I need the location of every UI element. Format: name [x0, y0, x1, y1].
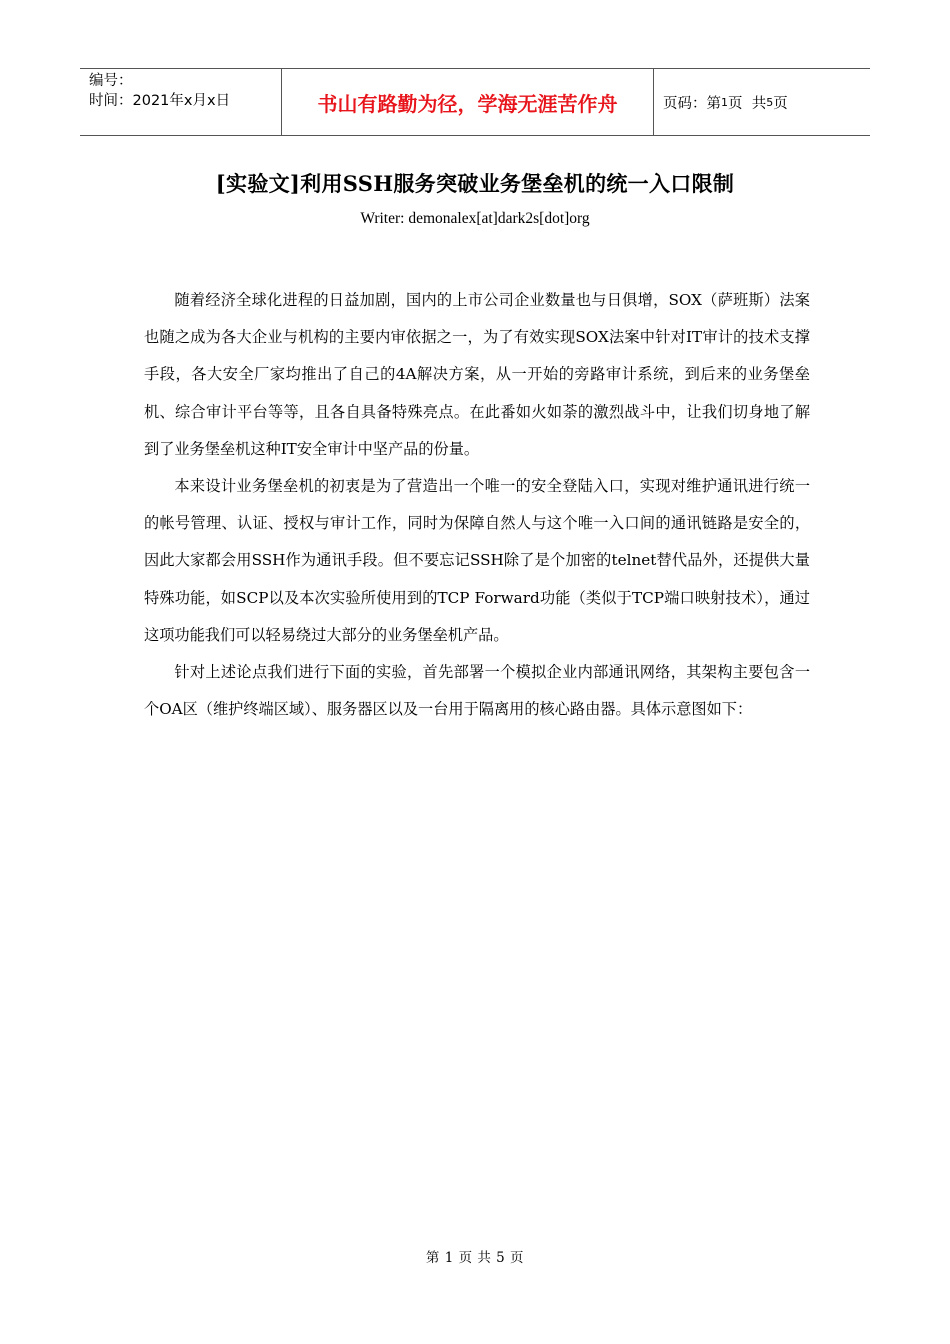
page-suffix: 页: [773, 95, 788, 112]
page-total: 5: [766, 95, 774, 109]
time-label: 时间：2021年x月x日: [89, 93, 231, 109]
page-header: [80, 68, 870, 136]
document-body: [144, 282, 810, 728]
page-prefix: 页码：第: [663, 95, 721, 112]
page-indicator: [654, 69, 870, 135]
motto: 书山有路勤为径，学海无涯苦作舟: [281, 69, 654, 135]
page-mid: 页 共: [728, 95, 767, 112]
header-meta: [80, 69, 281, 135]
paragraph: 本来设计业务堡垒机的初衷是为了营造出一个唯一的安全登陆入口，实现对维护通讯进行统一的帐号管理、认证、授权与审计工作，同时为保障自然人与这个唯一入口间的通讯链路是安全的，因此大家都会用SSH作为通讯手段。但不要忘记SSH除了是个加密的telnet替代品外，还提供大量特殊功能，如SCP以及本次实验所使用到的TCP Forward功能（类似于TCP端口映射技术），通过这项功能我们可以轻易绕过大部分的业务堡垒机产品。: [144, 477, 810, 644]
page-current: 1: [721, 95, 728, 109]
document-writer: Writer: demonalex[at]dark2s[dot]org: [360, 210, 590, 227]
number-label: 编号：: [89, 73, 133, 89]
paragraph: 随着经济全球化进程的日益加剧，国内的上市公司企业数量也与日俱增，SOX（萨班斯）法案也随之成为各大企业与机构的主要内审依据之一，为了有效实现SOX法案中针对IT审计的技术支撑手段，各大安全厂家均推出了自己的4A解决方案，从一开始的旁路审计系统，到后来的业务堡垒机、综合审计平台等等，且各自具备特殊亮点。在此番如火如荼的激烈战斗中，让我们切身地了解到了业务堡垒机这种IT安全审计中坚产品的份量。: [144, 291, 810, 458]
paragraph: 针对上述论点我们进行下面的实验，首先部署一个模拟企业内部通讯网络，其架构主要包含一个OA区（维护终端区域）、服务器区以及一台用于隔离用的核心路由器。具体示意图如下：: [144, 663, 810, 719]
document-title: [实验文]利用SSH服务突破业务堡垒机的统一入口限制: [215, 171, 735, 196]
page-footer: 第 1 页 共 5 页: [425, 1250, 525, 1266]
